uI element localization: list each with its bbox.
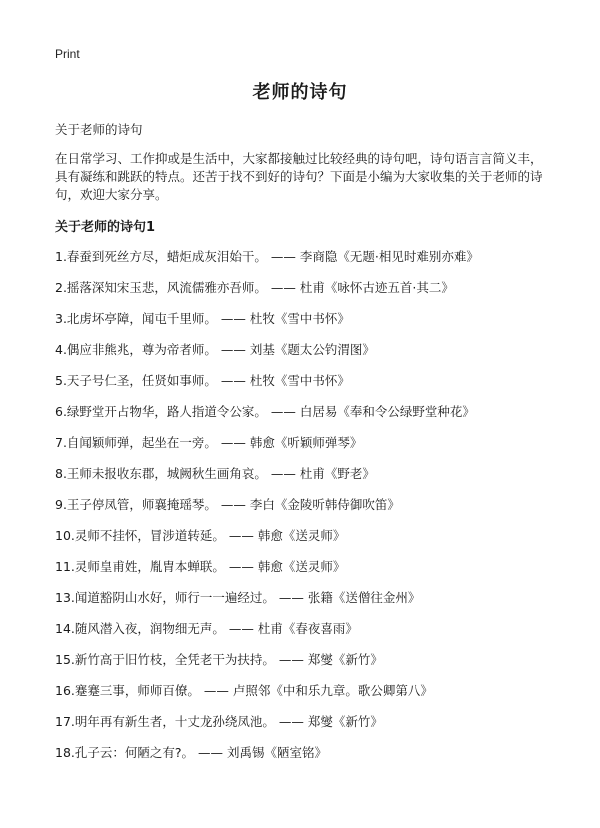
print-label: Print (55, 47, 80, 61)
poem-line: 8.王师未报收东郡，城阙秋生画角哀。 —— 杜甫《野老》 (55, 466, 375, 481)
poem-line: 16.蹇蹇三事，师师百僚。 —— 卢照邻《中和乐九章。歌公卿第八》 (55, 683, 433, 698)
section-heading: 关于老师的诗句1 (55, 220, 156, 235)
poem-line: 1.春蚕到死丝方尽，蜡炬成灰泪始干。 —— 李商隐《无题·相见时难别亦难》 (55, 249, 479, 264)
poem-line: 9.王子停凤管，师襄掩瑶琴。 —— 李白《金陵听韩侍御吹笛》 (55, 497, 400, 512)
page-subtitle: 关于老师的诗句 (55, 122, 143, 137)
page-title: 老师的诗句 (252, 82, 348, 103)
poem-line: 17.明年再有新生者，十丈龙孙绕凤池。 —— 郑燮《新竹》 (55, 714, 383, 729)
poem-line: 11.灵师皇甫姓，胤胄本蝉联。 —— 韩愈《送灵师》 (55, 559, 346, 574)
poem-line: 18.孔子云：何陋之有?。 —— 刘禹锡《陋室铭》 (55, 745, 327, 760)
poem-line: 5.天子号仁圣，任贤如事师。 —— 杜牧《雪中书怀》 (55, 373, 350, 388)
intro-paragraph: 在日常学习、工作抑或是生活中，大家都接触过比较经典的诗句吧，诗句语言言简义丰，具有凝练和跳跃的特点。还苦于找不到好的诗句？下面是小编为大家收集的关于老师的诗句，欢迎大家分享。 (55, 151, 543, 202)
poem-line: 13.闻道豁阴山水好，师行一一遍经过。 —— 张籍《送僧往金州》 (55, 590, 421, 605)
poem-line: 3.北虏坏亭障，闻屯千里师。 —— 杜牧《雪中书怀》 (55, 311, 350, 326)
poem-line: 10.灵师不挂怀，冒涉道转延。 —— 韩愈《送灵师》 (55, 528, 346, 543)
poem-line: 14.随风潜入夜，润物细无声。 —— 杜甫《春夜喜雨》 (55, 621, 358, 636)
poem-line: 2.摇落深知宋玉悲，风流儒雅亦吾师。 —— 杜甫《咏怀古迹五首·其二》 (55, 280, 454, 295)
poem-line: 6.绿野堂开占物华，路人指道令公家。 —— 白居易《奉和令公绿野堂种花》 (55, 404, 475, 419)
poem-line: 7.自闻颖师弹，起坐在一旁。 —— 韩愈《听颖师弹琴》 (55, 435, 363, 450)
poem-list (55, 248, 555, 775)
poem-line: 15.新竹高于旧竹枝，全凭老干为扶持。 —— 郑燮《新竹》 (55, 652, 383, 667)
poem-line: 4.偶应非熊兆，尊为帝者师。 —— 刘基《题太公钓渭图》 (55, 342, 375, 357)
